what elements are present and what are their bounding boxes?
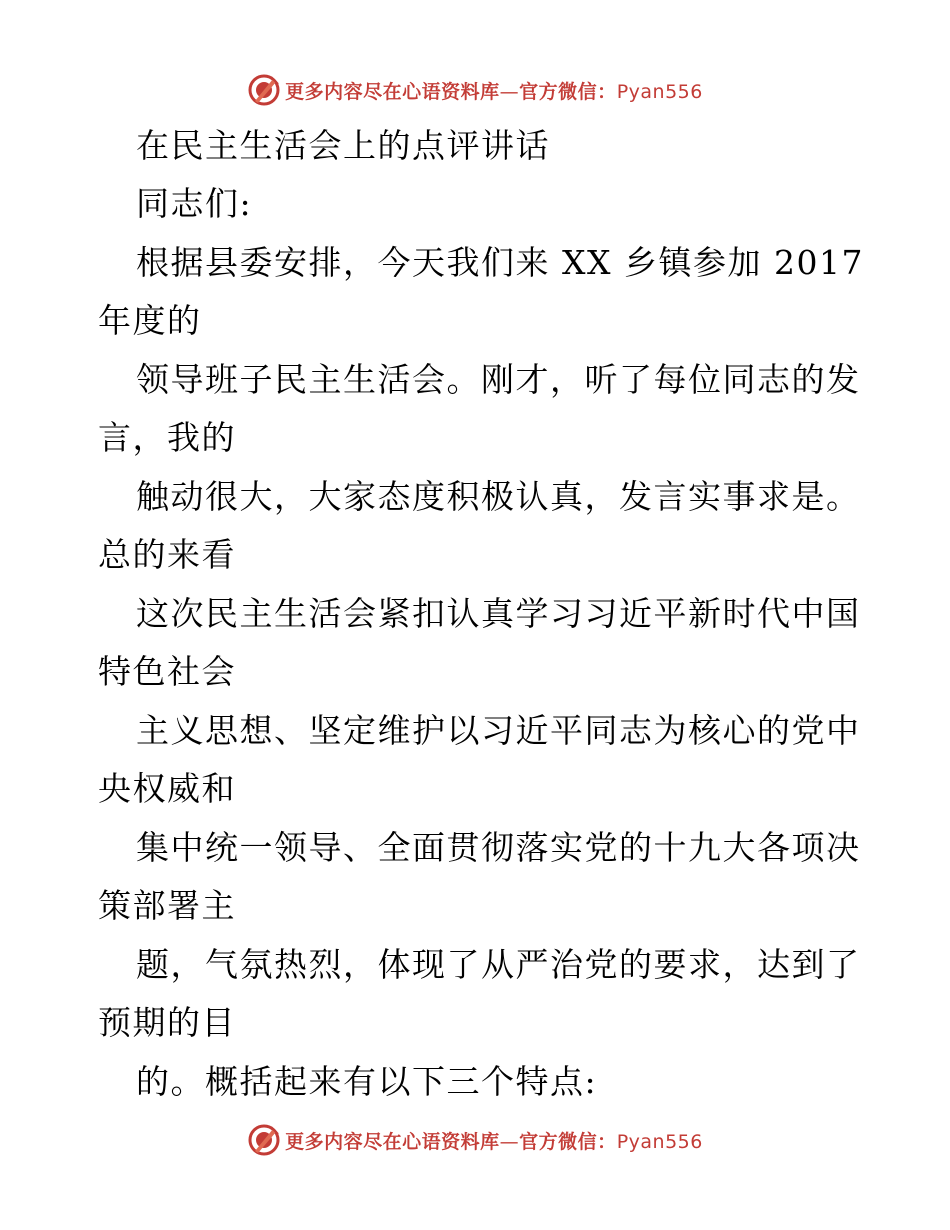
watermark-label: 官方微信： — [519, 1130, 617, 1153]
text-line: 这次民主生活会紧扣认真学习习近平新时代中国 — [136, 594, 861, 633]
watermark-text — [285, 1127, 703, 1154]
watermark-separator: — — [499, 1130, 520, 1153]
text-line: 主义思想、坚定维护以习近平同志为核心的党中 — [136, 711, 861, 750]
document-title: 在民主生活会上的点评讲话 — [136, 126, 550, 165]
watermark-site-name: 更多内容尽在心语资料库 — [285, 1130, 500, 1153]
text-line: 总的来看 — [98, 535, 236, 574]
text-line: 言，我的 — [98, 418, 236, 457]
text-line: 集中统一领导、全面贯彻落实党的十九大各项决 — [136, 828, 861, 867]
text-line: 领导班子民主生活会。刚才，听了每位同志的发 — [136, 360, 861, 399]
watermark-site-name: 更多内容尽在心语资料库 — [285, 80, 500, 103]
footer-watermark — [0, 1120, 950, 1160]
salutation: 同志们: — [136, 184, 253, 223]
watermark-separator: — — [499, 80, 520, 103]
text-line: 预期的目 — [98, 1003, 236, 1042]
text-line: 策部署主 — [98, 886, 236, 925]
watermark-label: 官方微信： — [519, 80, 617, 103]
watermark-wechat-id: Pyan556 — [616, 1130, 703, 1153]
text-line: 的。概括起来有以下三个特点: — [136, 1062, 598, 1101]
quill-seal-logo-icon — [247, 1123, 281, 1157]
watermark-wechat-id: Pyan556 — [616, 80, 703, 103]
text-line: 特色社会 — [98, 652, 236, 691]
text-line: 央权威和 — [98, 769, 236, 808]
text-line: 根据县委安排，今天我们来 XX 乡镇参加 2017 — [136, 243, 864, 282]
text-line: 年度的 — [98, 301, 202, 340]
text-line: 触动很大，大家态度积极认真，发言实事求是。 — [136, 477, 861, 516]
text-line: 题，气氛热烈，体现了从严治党的要求，达到了 — [136, 945, 861, 984]
